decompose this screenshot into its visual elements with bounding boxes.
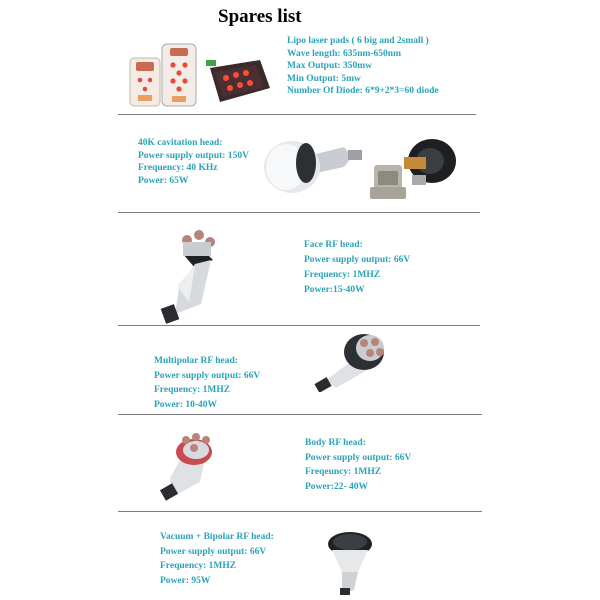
multipolar-rf-head-image	[312, 330, 392, 392]
spec-line: Power: 10-40W	[154, 399, 218, 410]
page-title: Spares list	[218, 6, 302, 27]
cavitation-head-specs	[138, 137, 249, 187]
spec-heading: Face RF head:	[304, 240, 363, 250]
body-rf-head-image	[160, 430, 230, 502]
spec-line: Frequency: 1MHZ	[160, 561, 237, 571]
spec-line: Min Output: 5mw	[287, 73, 361, 84]
spec-line: Wave length: 635nm-650nm	[287, 48, 401, 59]
face-rf-head-image	[155, 226, 230, 326]
spec-heading: Lipo laser pads ( 6 big and 2small )	[287, 36, 429, 46]
spec-line: Power supply output: 66V	[304, 255, 411, 265]
spec-line: Frequency: 40 KHz	[138, 163, 218, 173]
spec-line: Power: 65W	[138, 175, 189, 186]
spec-line: Power supply output: 66V	[160, 546, 267, 557]
spec-line: Power supply output: 150V	[138, 150, 249, 161]
section-divider	[118, 212, 480, 213]
section-divider	[118, 325, 480, 326]
vacuum-bipolar-rf-head-specs	[160, 530, 274, 588]
spec-line: Freqeuncy: 1MHZ	[305, 467, 382, 477]
spec-line: Frequency: 1MHZ	[154, 385, 231, 395]
spec-heading: 40K cavitation head:	[138, 138, 223, 148]
spec-line: Frequency: 1MHZ	[304, 270, 381, 280]
spec-line: Power:22- 40W	[305, 481, 369, 492]
spec-line: Power: 95W	[160, 575, 211, 586]
spec-line: Power supply output: 66V	[305, 452, 412, 463]
spec-line: Power:15-40W	[304, 285, 365, 295]
section-divider	[118, 511, 482, 512]
multipolar-rf-head-specs	[154, 354, 260, 412]
cavitation-head-image	[262, 135, 462, 207]
lipo-laser-pads-specs	[287, 35, 439, 98]
spec-line: Power supply output: 66V	[154, 370, 261, 381]
spec-line: Number Of Diode: 6*9+2*3=60 diode	[287, 86, 439, 96]
spec-heading: Body RF head:	[305, 438, 366, 448]
spec-line: Max Output: 350mw	[287, 61, 372, 71]
vacuum-bipolar-rf-head-image	[318, 530, 378, 596]
section-divider	[118, 114, 476, 115]
spec-heading: Vacuum + Bipolar RF head:	[160, 532, 274, 542]
spec-heading: Multipolar RF head:	[154, 356, 238, 366]
face-rf-head-specs	[304, 238, 410, 298]
section-divider	[118, 414, 482, 415]
lipo-laser-pads-image	[128, 40, 273, 110]
body-rf-head-specs	[305, 436, 411, 494]
